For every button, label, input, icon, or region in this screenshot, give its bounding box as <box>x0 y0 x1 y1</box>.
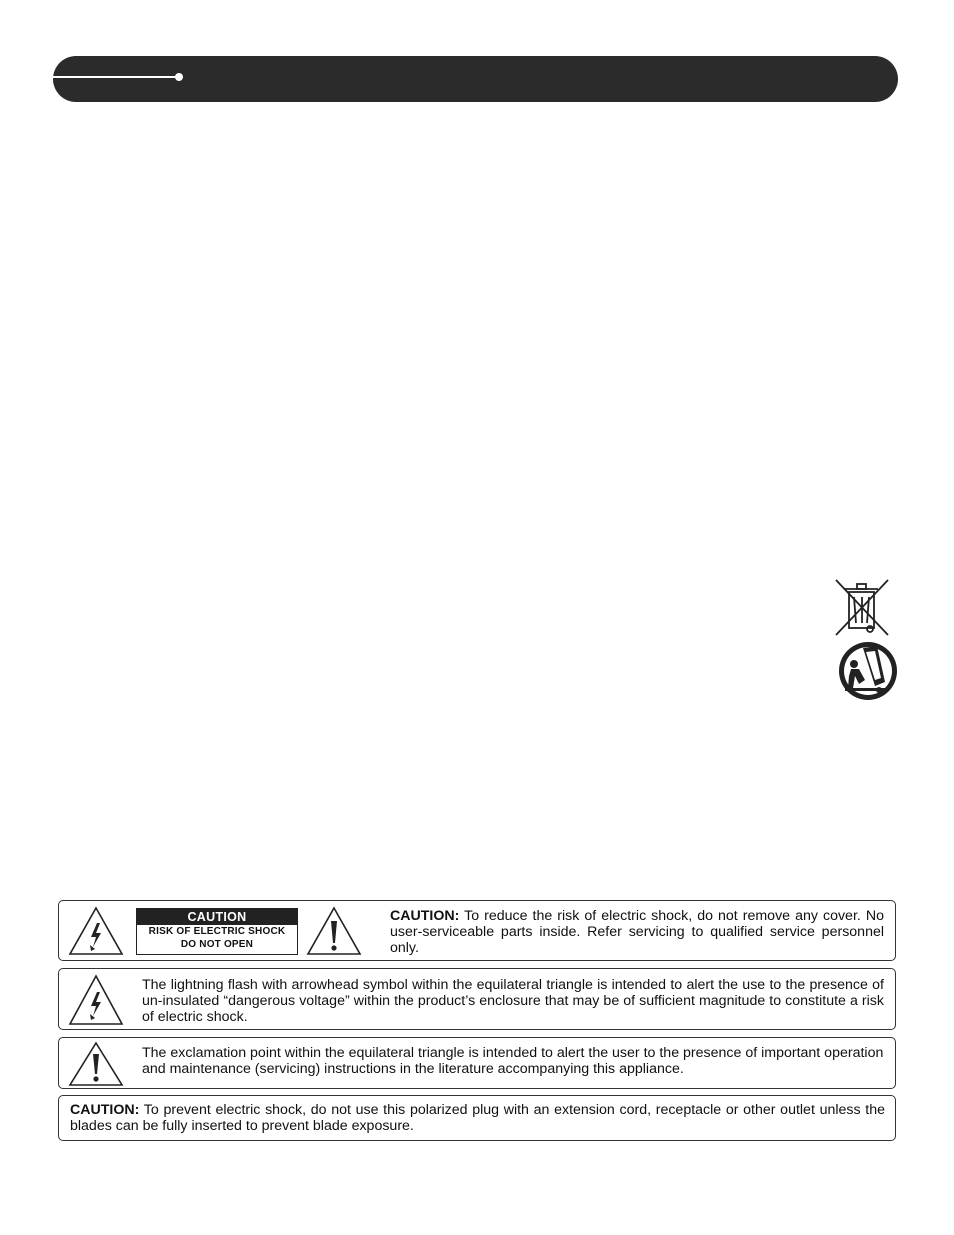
exclamation-triangle-icon <box>305 905 363 957</box>
caution-label-title: CAUTION <box>137 909 297 925</box>
exclamation-triangle-icon <box>67 1040 125 1088</box>
caution-label <box>136 908 298 955</box>
header-accent-line <box>53 76 179 78</box>
section-header-bar <box>53 56 898 102</box>
lightning-notice-text: The lightning flash with arrowhead symbol within the equilateral triangle is intended to alert the use to the presence of un-insulated “dangerous voltage” within the product’s enclosure that may be of sufficient magnitude to constitute a risk of electric shock. <box>142 977 884 1025</box>
caution-notice-text <box>390 908 884 956</box>
lightning-triangle-icon <box>67 973 125 1027</box>
caution-label-line1: RISK OF ELECTRIC SHOCK <box>148 926 286 937</box>
polarized-body: To prevent electric shock, do not use this polarized plug with an extension cord, receptacle or other outlet unless the blades can be fully inserted to prevent blade exposure. <box>70 1102 885 1134</box>
caution-notice-box <box>58 900 896 961</box>
caution-body: To reduce the risk of electric shock, do not remove any cover. No user-serviceable parts inside. Refer servicing to qualified service personnel only. <box>390 908 884 956</box>
polarized-lead: CAUTION: <box>70 1102 140 1118</box>
cart-tip-over-warning-icon <box>835 640 901 702</box>
exclamation-notice-box <box>58 1037 896 1089</box>
header-accent-dot <box>175 73 183 81</box>
lightning-notice-box <box>58 968 896 1030</box>
caution-label-line2: DO NOT OPEN <box>180 939 254 950</box>
exclamation-notice-text: The exclamation point within the equilateral triangle is intended to alert the user to the presence of important operation and maintenance (servicing) instructions in the literature accompanying this appliance. <box>142 1045 884 1077</box>
lightning-triangle-icon <box>67 905 125 957</box>
polarized-plug-text <box>70 1102 885 1134</box>
caution-lead: CAUTION: <box>390 908 460 924</box>
crossed-out-wheelie-bin-icon <box>832 577 892 637</box>
polarized-plug-notice-box <box>58 1095 896 1141</box>
